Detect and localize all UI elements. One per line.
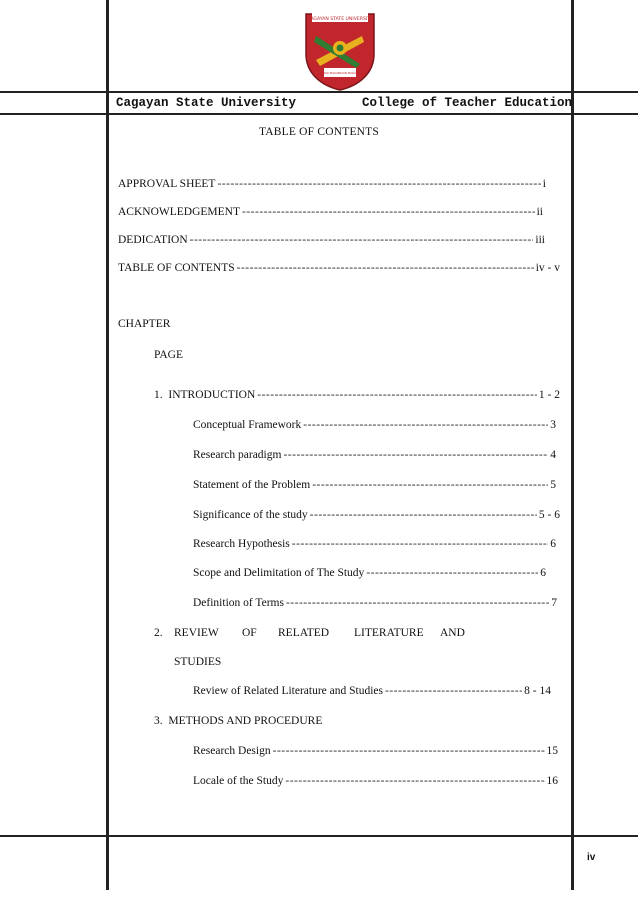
- toc-entry-review-literature[interactable]: Review of Related Literature and Studies ----- 8 - 14: [193, 685, 551, 697]
- seal-text-bottom: MAKATAO MAKABAYAN MAKADIYOS: [315, 71, 365, 75]
- university-name: Cagayan State University: [116, 96, 297, 110]
- toc-chapter-review[interactable]: 2. REVIEW OF RELATED LITERATURE AND: [154, 627, 465, 639]
- chapter-heading: CHAPTER: [118, 318, 171, 330]
- university-seal-icon: [302, 10, 378, 92]
- toc-chapter-review-line2: STUDIES: [174, 656, 222, 668]
- toc-entry-locale[interactable]: Locale of the Study ----- 16: [193, 775, 558, 787]
- toc-entry-research-hypothesis[interactable]: Research Hypothesis ----- 6: [193, 538, 556, 550]
- page-number: iv: [587, 852, 596, 863]
- toc-entry-approval-sheet[interactable]: APPROVAL SHEET ----- i: [118, 178, 546, 190]
- toc-entry-table-of-contents[interactable]: TABLE OF CONTENTS ----- iv - v: [118, 262, 560, 274]
- page-heading: PAGE: [154, 349, 183, 361]
- toc-entry-significance[interactable]: Significance of the study ----- 5 - 6: [193, 509, 560, 521]
- toc-entry-dedication[interactable]: DEDICATION ----- iii: [118, 234, 545, 246]
- frame-line-header-bottom: [0, 113, 638, 115]
- toc-entry-research-design[interactable]: Research Design ----- 15: [193, 745, 558, 757]
- toc-title: TABLE OF CONTENTS: [258, 126, 380, 138]
- toc-entry-scope-delimitation[interactable]: Scope and Delimitation of The Study ----- 6: [193, 567, 546, 579]
- toc-entry-acknowledgement[interactable]: ACKNOWLEDGEMENT ----- ii: [118, 206, 543, 218]
- toc-entry-definition-of-terms[interactable]: Definition of Terms ----- 7: [193, 597, 557, 609]
- college-name: College of Teacher Education: [361, 96, 572, 110]
- frame-line-footer-top: [0, 835, 638, 837]
- toc-chapter-methods[interactable]: 3. METHODS AND PROCEDURE: [154, 715, 323, 727]
- toc-chapter-introduction[interactable]: 1. INTRODUCTION ----- 1 - 2: [154, 389, 560, 401]
- toc-entry-conceptual-framework[interactable]: Conceptual Framework ----- 3: [193, 419, 556, 431]
- toc-entry-research-paradigm[interactable]: Research paradigm ----- 4: [193, 449, 556, 461]
- seal-text-top: CAGAYAN STATE UNIVERSITY: [307, 17, 373, 22]
- toc-entry-statement-of-problem[interactable]: Statement of the Problem ----- 5: [193, 479, 556, 491]
